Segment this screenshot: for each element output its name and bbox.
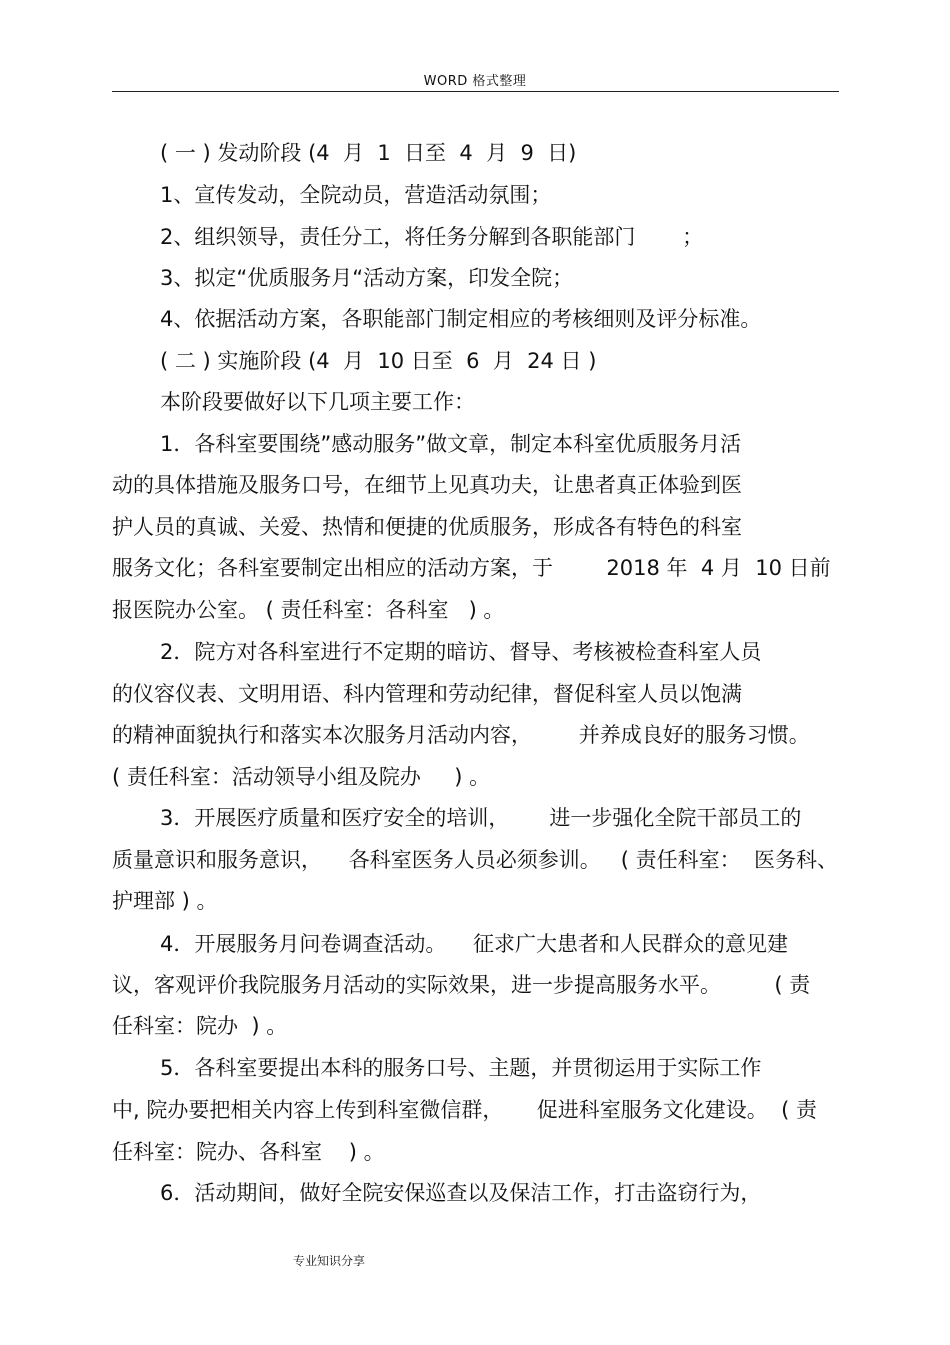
paragraph-line: 中, 院办要把相关内容上传到科室微信群， 促进科室服务文化建设。 ( 责: [112, 1098, 817, 1122]
list-item: 1、宣传发动，全院动员，营造活动氛围；: [160, 183, 552, 207]
list-item: 4、依据活动方案，各职能部门制定相应的考核细则及评分标准。: [160, 307, 762, 331]
paragraph-line: 1．各科室要围绕”感动服务”做文章，制定本科室优质服务月活: [160, 432, 742, 456]
paragraph-line: 服务文化；各科室要制定出相应的活动方案，于 2018 年 4 月 10 日前: [112, 556, 831, 580]
page-footer: 专业知识分享: [293, 1254, 366, 1268]
paragraph-line: 的仪容仪表、文明用语、科内管理和劳动纪律，督促科室人员以饱满: [112, 682, 742, 706]
paragraph-line: 护理部 ) 。: [112, 889, 218, 913]
section-heading-2: ( 二 ) 实施阶段 (4 月 10 日至 6 月 24 日 ): [160, 349, 597, 373]
paragraph-line: 任科室：院办 ) 。: [112, 1014, 288, 1038]
paragraph-line: 议，客观评价我院服务月活动的实际效果，进一步提高服务水平。 ( 责: [112, 973, 811, 997]
paragraph-line: 6．活动期间，做好全院安保巡查以及保洁工作，打击盗窃行为，: [160, 1181, 762, 1205]
paragraph-line: 本阶段要做好以下几项主要工作：: [160, 390, 475, 414]
paragraph-line: 任科室：院办、各科室 ) 。: [112, 1140, 385, 1164]
header-rule: [112, 91, 839, 92]
section-heading-1: ( 一 ) 发动阶段 (4 月 1 日至 4 月 9 日): [160, 141, 577, 165]
paragraph-line: ( 责任科室：活动领导小组及院办 ) 。: [112, 765, 491, 789]
paragraph-line: 的精神面貌执行和落实本次服务月活动内容， 并养成良好的服务习惯。: [112, 723, 810, 747]
list-item: 3、拟定“优质服务月“活动方案，印发全院；: [160, 266, 574, 290]
paragraph-line: 动的具体措施及服务口号，在细节上见真功夫，让患者真正体验到医: [112, 473, 742, 497]
paragraph-line: 报医院办公室。 ( 责任科室：各科室 ) 。: [112, 598, 505, 622]
paragraph-line: 5．各科室要提出本科的服务口号、主题，并贯彻运用于实际工作: [160, 1056, 762, 1080]
paragraph-line: 护人员的真诚、关爱、热情和便捷的优质服务，形成各有特色的科室: [112, 515, 742, 539]
page-header: WORD 格式整理: [423, 74, 527, 89]
list-item: 2、组织领导，责任分工，将任务分解到各职能部门 ；: [160, 225, 704, 249]
paragraph-line: 4．开展服务月问卷调查活动。 征求广大患者和人民群众的意见建: [160, 932, 789, 956]
paragraph-line: 2．院方对各科室进行不定期的暗访、督导、考核被检查科室人员: [160, 640, 762, 664]
paragraph-line: 质量意识和服务意识， 各科室医务人员必须参训。 ( 责任科室： 医务科、: [112, 848, 838, 872]
paragraph-line: 3．开展医疗质量和医疗安全的培训， 进一步强化全院干部员工的: [160, 806, 802, 830]
